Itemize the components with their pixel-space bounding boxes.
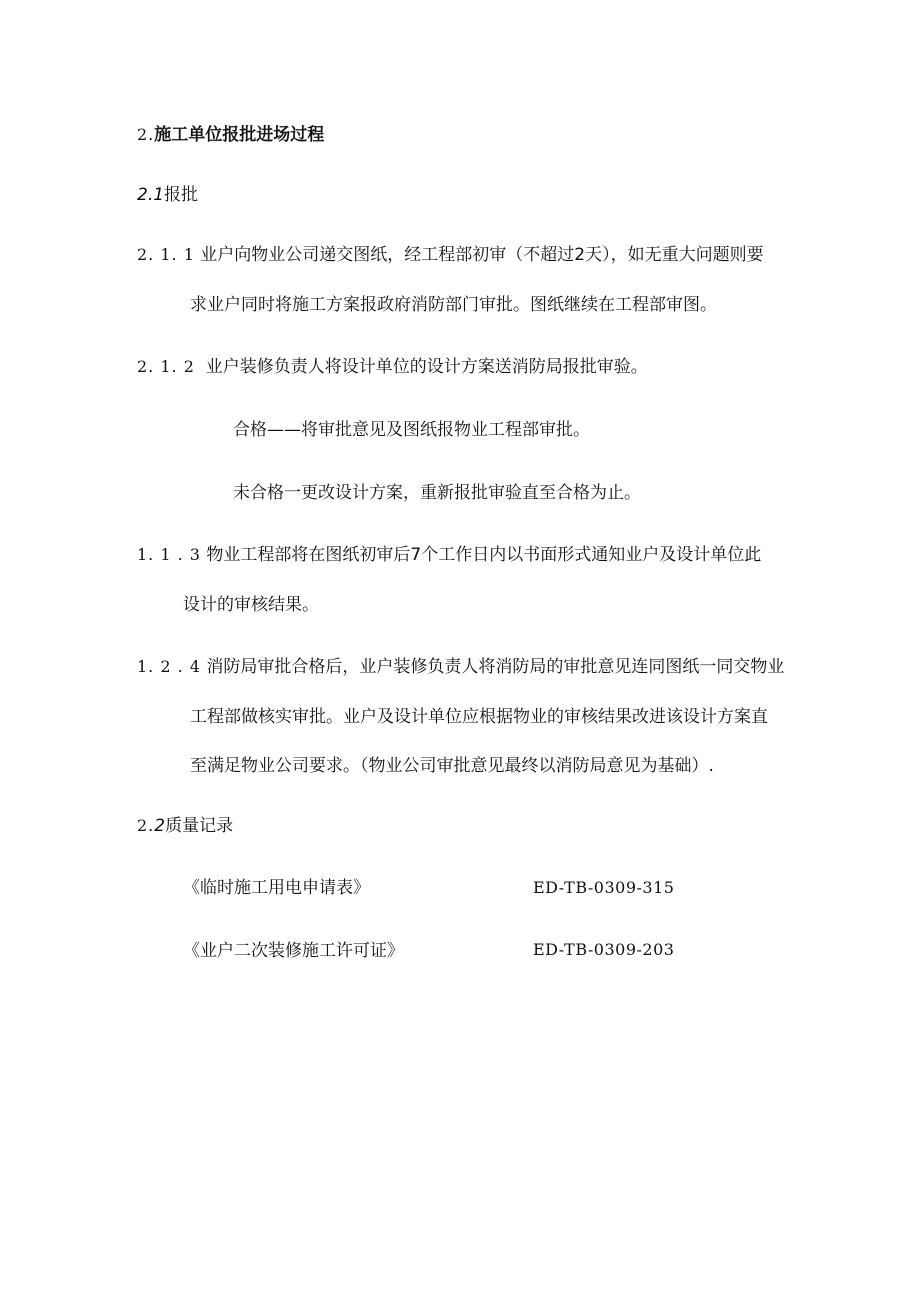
item-1-2-4-number: 1. 2 . 4 bbox=[137, 657, 201, 676]
subsection-2-2-heading bbox=[137, 815, 233, 837]
item-2-1-1-text1: 业户向物业公司递交图纸，经工程部初审（不超过2天），如无重大问题则要 bbox=[200, 245, 764, 265]
item-2-1-2-line1 bbox=[137, 356, 648, 378]
item-1-1-3-line2: 设计的审核结果。 bbox=[183, 595, 319, 615]
record-code: ED-TB-0309-203 bbox=[533, 940, 675, 959]
item-1-2-4-line1 bbox=[137, 656, 784, 678]
item-1-2-4-line3: 至满足物业公司要求。（物业公司审批意见最终以消防局意见为基础）. bbox=[190, 756, 714, 776]
subsection-2-2-number-plain: 2. bbox=[137, 816, 155, 835]
subsection-2-2-number-italic: 2 bbox=[154, 816, 166, 836]
record-name: 《临时施工用电申请表》 bbox=[183, 878, 370, 898]
item-2-1-2-pass: 合格——将审批意见及图纸报物业工程部审批。 bbox=[233, 420, 590, 440]
item-2-1-1-line1 bbox=[137, 244, 764, 266]
item-2-1-1-number: 2. 1. 1 bbox=[137, 245, 195, 264]
item-1-1-3-number: 1. 1 . 3 bbox=[137, 545, 201, 564]
item-2-1-2-text1: 业户装修负责人将设计单位的设计方案送消防局报批审验。 bbox=[205, 357, 648, 377]
subsection-2-2-title: 质量记录 bbox=[165, 816, 234, 836]
item-2-1-2-number: 2. 1. 2 bbox=[137, 357, 195, 376]
subsection-2-1-heading bbox=[137, 184, 198, 206]
item-2-1-1-line2: 求业户同时将施工方案报政府消防部门审批。图纸继续在工程部审图。 bbox=[190, 295, 717, 315]
item-1-2-4-text1: 消防局审批合格后，业户装修负责人将消防局的审批意见连同图纸一同交物业 bbox=[206, 657, 785, 677]
section-number: 2. bbox=[137, 125, 155, 144]
section-title: 施工单位报批进场过程 bbox=[154, 125, 325, 145]
subsection-2-1-title: 报批 bbox=[164, 185, 199, 205]
subsection-2-1-number: 2.1 bbox=[137, 185, 165, 205]
item-1-2-4-line2: 工程部做核实审批。业户及设计单位应根据物业的审核结果改进该设计方案直 bbox=[190, 707, 768, 727]
record-name: 《业户二次装修施工许可证》 bbox=[183, 941, 404, 961]
item-2-1-2-fail: 未合格一更改设计方案，重新报批审验直至合格为止。 bbox=[233, 483, 641, 503]
section-heading bbox=[137, 124, 324, 146]
record-code: ED-TB-0309-315 bbox=[533, 878, 675, 897]
item-1-1-3-line1 bbox=[137, 544, 761, 566]
item-1-1-3-text1: 物业工程部将在图纸初审后7个工作日内以书面形式通知业户及设计单位此 bbox=[206, 545, 762, 565]
